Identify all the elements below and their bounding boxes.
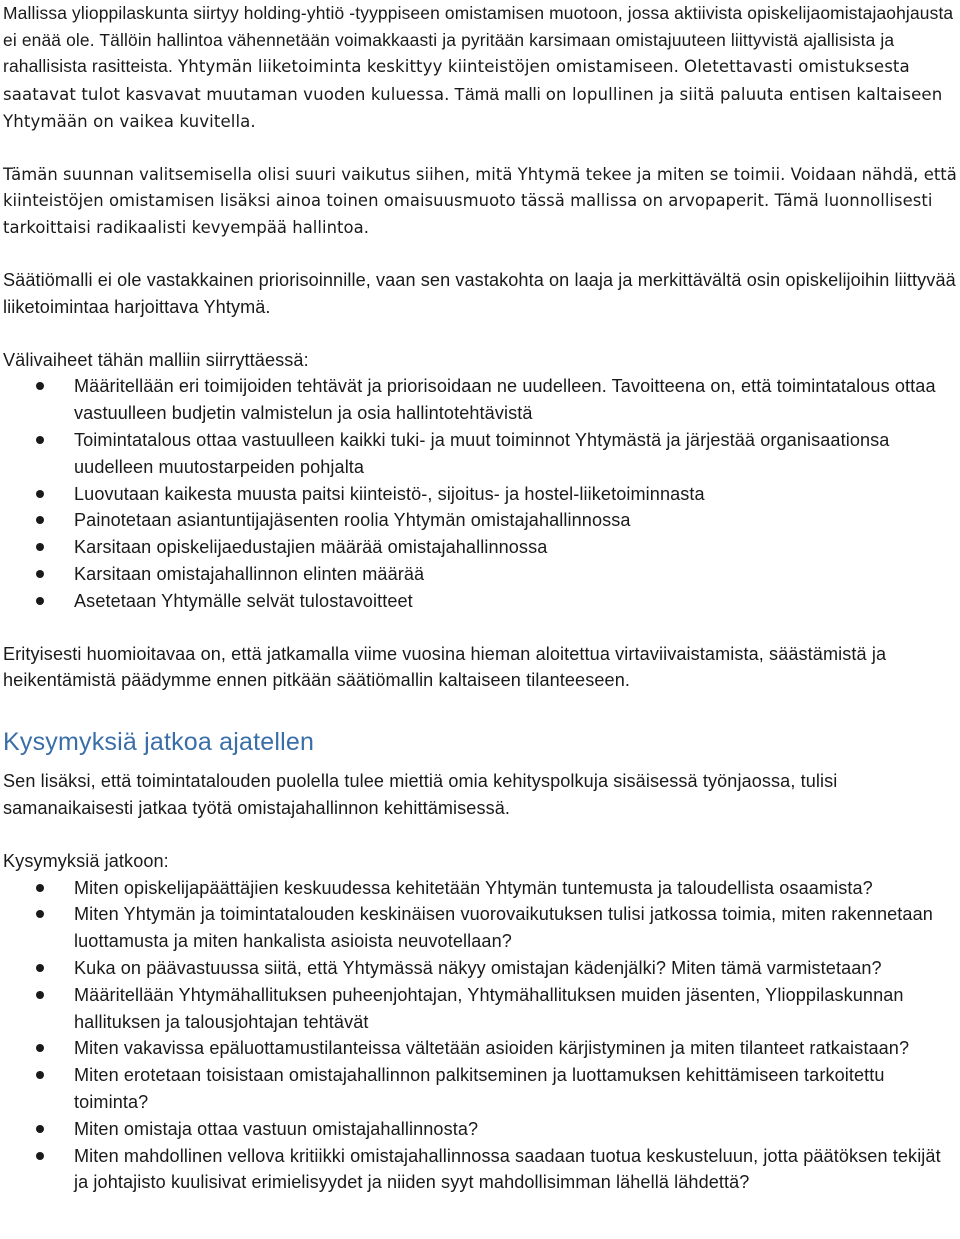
spacer xyxy=(3,760,958,768)
bullet-icon xyxy=(36,597,44,605)
bullet-icon xyxy=(36,516,44,524)
spacer xyxy=(3,321,958,347)
list-item xyxy=(3,982,958,1036)
bullet-icon xyxy=(36,1125,44,1133)
bullet-icon xyxy=(36,884,44,892)
list-item-text: Karsitaan omistajahallinnon elinten määrää xyxy=(74,563,425,584)
bullet-icon xyxy=(36,543,44,551)
paragraph-model-final-text: on lopullinen ja siitä paluuta entisen kaltaiseen Yhtymään on vaikea kuvitella. xyxy=(3,84,943,131)
spacer xyxy=(3,822,958,848)
list-item-text: Määritellään Yhtymähallituksen puheenjohtajan, Yhtymähallituksen muiden jäsenten, Ylioppilaskunnan hallituksen ja talousjohtajan tehtävät xyxy=(74,984,904,1032)
list-item-text: Painotetaan asiantuntijajäsenten roolia Yhtymän omistajahallinnossa xyxy=(74,510,631,531)
paragraph-direction-impact-text: Tämän suunnan valitsemisella olisi suuri vaikutus siihen, mitä Yhtymä tekee ja miten se toimii. xyxy=(3,164,786,184)
paragraph-model-income-text: Oletettavasti omistuksesta saatavat tulot kasvavat muutaman vuoden kuluessa. xyxy=(3,57,910,104)
list-item-text: Kuka on päävastuussa siitä, että Yhtymässä näkyy omistajan kädenjälki? Miten tämä varmistetaan? xyxy=(74,957,882,978)
list-item-text: Miten mahdollinen vellova kritiikki omistajahallinnossa saadaan tuotua keskusteluun, jotta päätöksen tekijät ja johtajisto kuulisivat erimielisyydet ja niiden syyt mahdollisimman lähellä lähdettä? xyxy=(74,1145,941,1193)
steps-list xyxy=(3,373,958,614)
paragraph-model-final-lead: Tämä malli xyxy=(454,83,541,104)
bullet-icon xyxy=(36,1071,44,1079)
paragraph-direction-assets-text: Voidaan nähdä, että kiinteistöjen omistamisen lisäksi ainoa toinen omaisuusmuoto tässä mallissa on arvopaperit. Tämä luonnollisesti tarkoittaisi radikaalisti kevyempää hallintoa. xyxy=(3,164,957,237)
paragraph-development-paths: Sen lisäksi, että toimintatalouden puolella tulee miettiä omia kehityspolkuja sisäisessä työnjaossa, tulisi samanaikaisesti jatkaa työtä omistajahallinnon kehittämisessä. xyxy=(3,771,838,818)
paragraph-model-description xyxy=(3,0,958,136)
list-item-text: Luovutaan kaikesta muusta paitsi kiinteistö-, sijoitus- ja hostel-liiketoiminnasta xyxy=(74,483,705,504)
spacer xyxy=(3,136,958,162)
bullet-icon xyxy=(36,1044,44,1052)
list-item-text: Karsitaan opiskelijaedustajien määrää omistajahallinnossa xyxy=(74,537,548,558)
list-item xyxy=(3,1062,958,1116)
list-item xyxy=(3,588,958,615)
paragraph-direction-impact xyxy=(3,162,958,242)
steps-intro: Välivaiheet tähän malliin siirryttäessä: xyxy=(3,349,309,370)
list-item xyxy=(3,1143,958,1197)
list-item-text: Miten erotetaan toisistaan omistajahallinnon palkitseminen ja luottamuksen kehittämiseen tarkoitettu toiminta? xyxy=(74,1065,885,1112)
list-item xyxy=(3,507,958,534)
paragraph-model-description-text: Mallissa ylioppilaskunta siirtyy holding-yhtiö -tyyppiseen omistamisen muotoon, jossa aktiivista opiskelijaomistajaohjausta ei enää ole. Tällöin hallintoa vähennetään voimakkaasti ja pyritään karsimaan omistajuuteen liittyvistä ajallisista ja rahallisista rasitteista. xyxy=(3,3,954,76)
list-item-text: Toimintatalous ottaa vastuulleen kaikki tuki- ja muut toiminnot Yhtymästä ja järjestää organisaationsa uudelleen muutostarpeiden pohjalta xyxy=(74,429,890,477)
list-item-text: Asetetaan Yhtymälle selvät tulostavoitteet xyxy=(74,590,413,611)
bullet-icon xyxy=(36,570,44,578)
list-item-text: Miten vakavissa epäluottamustilanteissa vältetään asioiden kärjistyminen ja miten tilanteet ratkaistaan? xyxy=(74,1038,910,1059)
bullet-icon xyxy=(36,382,44,390)
list-item xyxy=(3,373,958,427)
paragraph-foundation-model: Säätiömalli ei ole vastakkainen priorisoinnille, vaan sen vastakohta on laaja ja merkittävältä osin opiskelijoihin liittyvää liiketoimintaa harjoittava Yhtymä. xyxy=(3,270,956,317)
bullet-icon xyxy=(36,490,44,498)
spacer xyxy=(3,241,958,267)
list-item-text: Miten opiskelijapäättäjien keskuudessa kehitetään Yhtymän tuntemusta ja taloudellista osaamista? xyxy=(74,877,873,898)
list-item xyxy=(3,875,958,902)
list-item xyxy=(3,561,958,588)
bullet-icon xyxy=(36,991,44,999)
list-item-text: Miten Yhtymän ja toimintatalouden keskinäisen vuorovaikutuksen tulisi jatkossa toimia, miten rakennetaan luottamusta ja miten hankalista asioista neuvotellaan? xyxy=(74,904,933,952)
list-item xyxy=(3,427,958,481)
questions-intro: Kysymyksiä jatkoon: xyxy=(3,850,169,871)
list-item xyxy=(3,1116,958,1143)
list-item-text: Määritellään eri toimijoiden tehtävät ja priorisoidaan ne uudelleen. Tavoitteena on, että toimintatalous ottaa vastuulleen budjetin valmistelun ja osia hallintotehtävistä xyxy=(74,376,936,424)
bullet-icon xyxy=(36,436,44,444)
spacer xyxy=(3,694,958,724)
bullet-icon xyxy=(36,1152,44,1160)
paragraph-model-focus-text: Yhtymän liiketoiminta keskittyy kiinteistöjen omistamiseen. xyxy=(177,57,680,76)
section-heading: Kysymyksiä jatkoa ajatellen xyxy=(3,728,315,757)
document-page xyxy=(3,0,958,1196)
list-item xyxy=(3,955,958,982)
list-item-text: Miten omistaja ottaa vastuun omistajahallinnosta? xyxy=(74,1118,479,1139)
list-item xyxy=(3,534,958,561)
list-item xyxy=(3,901,958,955)
bullet-icon xyxy=(36,964,44,972)
list-item xyxy=(3,1035,958,1062)
bullet-icon xyxy=(36,910,44,918)
paragraph-streamlining-note: Erityisesti huomioitavaa on, että jatkamalla viime vuosina hieman aloitettua virtaviivaistamista, säästämistä ja heikentämistä päädymme ennen pitkään säätiömallin kaltaiseen tilanteeseen. xyxy=(3,643,887,691)
spacer xyxy=(3,615,958,641)
list-item xyxy=(3,481,958,508)
questions-list xyxy=(3,875,958,1197)
